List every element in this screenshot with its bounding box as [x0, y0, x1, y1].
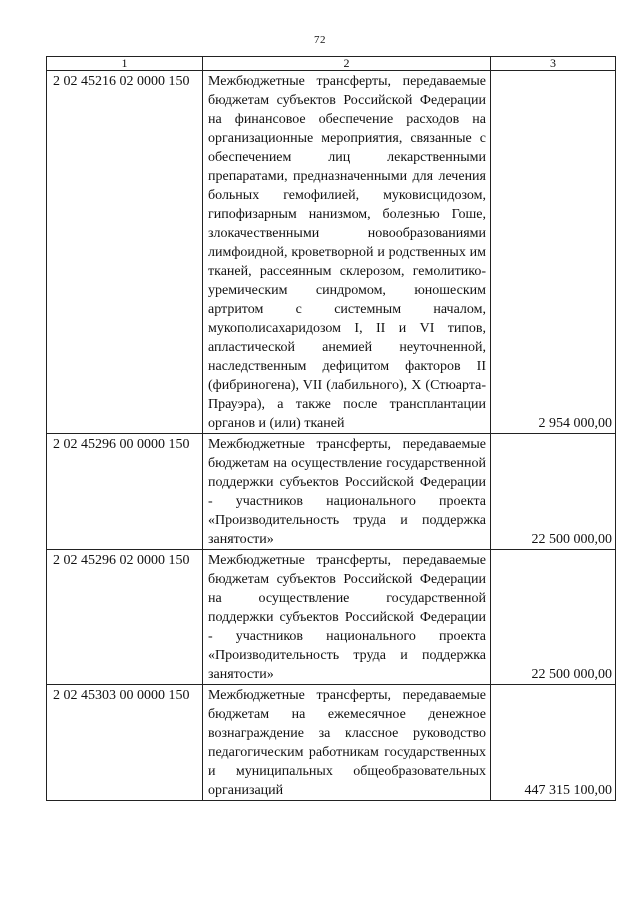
row-amount: 22 500 000,00 — [491, 434, 616, 550]
table-row — [47, 550, 616, 685]
row-amount: 22 500 000,00 — [491, 550, 616, 685]
row-amount: 447 315 100,00 — [491, 685, 616, 801]
row-description: Межбюджетные трансферты, передаваемые бюджетам на осуществление государственной поддержки субъектов Российской Федерации - участников национального проекта «Производительность труда и поддержка занятости» — [203, 434, 491, 550]
table-row — [47, 434, 616, 550]
table-row — [47, 685, 616, 801]
page-number: 72 — [314, 34, 326, 46]
row-description: Межбюджетные трансферты, передаваемые бюджетам субъектов Российской Федерации на осуществление государственной поддержки субъектов Российской Федерации - участников национального проекта «Производительность труда и поддержка занятости» — [203, 550, 491, 685]
budget-code: 2 02 45296 02 0000 150 — [47, 550, 203, 685]
budget-code: 2 02 45296 00 0000 150 — [47, 434, 203, 550]
row-description: Межбюджетные трансферты, передаваемые бюджетам на ежемесячное денежное вознаграждение за классное руководство педагогическим работникам государственных и муниципальных общеобразовательных организаций — [203, 685, 491, 801]
column-header-3: 3 — [491, 57, 616, 71]
budget-code: 2 02 45303 00 0000 150 — [47, 685, 203, 801]
row-amount: 2 954 000,00 — [491, 71, 616, 434]
table-row — [47, 71, 616, 434]
budget-table — [46, 56, 616, 801]
budget-code: 2 02 45216 02 0000 150 — [47, 71, 203, 434]
row-description: Межбюджетные трансферты, передаваемые бюджетам субъектов Российской Федерации на финансовое обеспечение расходов на организационные мероприятия, связанные с обеспечением лиц лекарственными препаратами, предназначенными для лечения больных гемофилией, муковисцидозом, гипофизарным нанизмом, болезнью Гоше, злокачественными новообразованиями лимфоидной, кроветворной и родственных им тканей, рассеянным склерозом, гемолитико-уремическим синдромом, юношеским артритом с системным началом, мукополисахаридозом I, II и VI типов, апластической анемией неуточненной, наследственным дефицитом факторов II (фибриногена), VII (лабильного), X (Стюарта-Прауэра), а также после трансплантации органов и (или) тканей — [203, 71, 491, 434]
column-header-1: 1 — [47, 57, 203, 71]
column-header-2: 2 — [203, 57, 491, 71]
table-header-row — [47, 57, 616, 71]
